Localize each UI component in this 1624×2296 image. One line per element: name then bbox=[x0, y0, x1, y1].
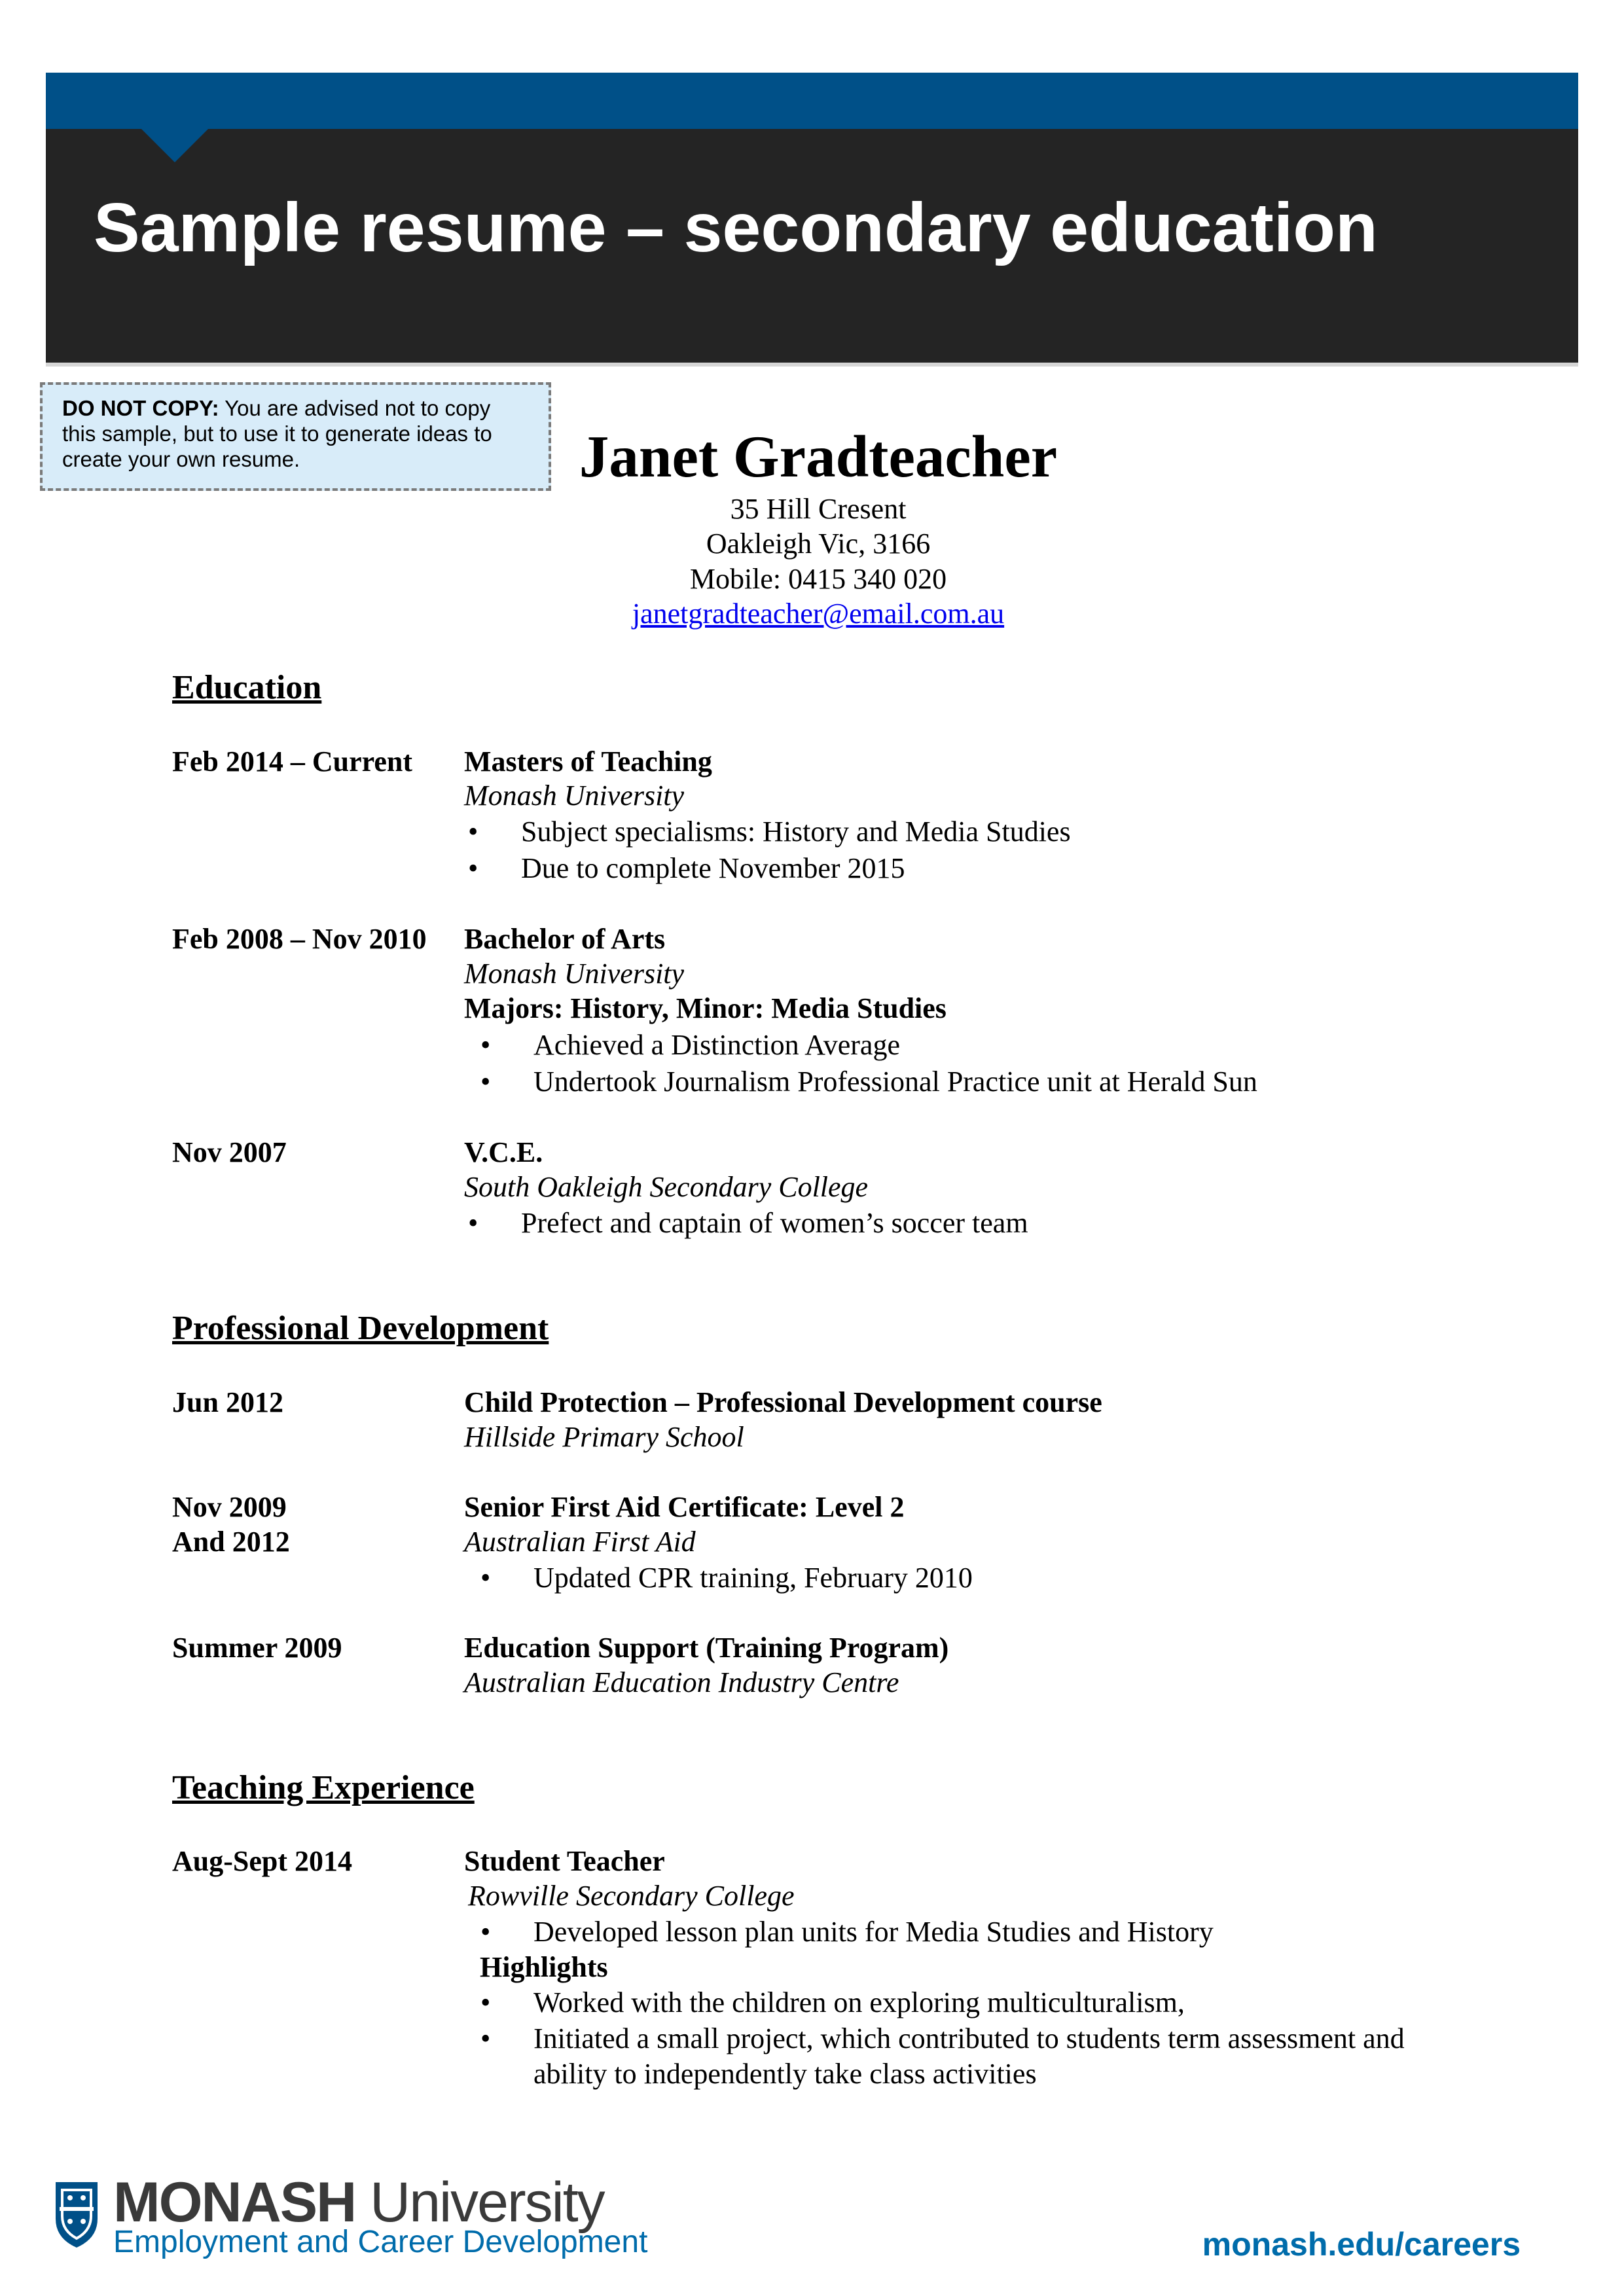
email-link[interactable]: janetgradteacher@email.com.au bbox=[632, 598, 1005, 630]
teaching-experience-heading: Teaching Experience bbox=[172, 1769, 475, 1806]
list-item-continuation: ability to independently take class activities bbox=[533, 2058, 1037, 2090]
note-text: You are advised not to copy this sample, but to use it to generate ideas to create your own resume. bbox=[62, 396, 492, 471]
teaching-date: Aug-Sept 2014 bbox=[172, 1845, 353, 1877]
banner-notch bbox=[141, 128, 209, 162]
address-line-1: 35 Hill Cresent bbox=[730, 493, 907, 525]
education-majors: Majors: History, Minor: Media Studies bbox=[464, 992, 947, 1024]
candidate-name: Janet Gradteacher bbox=[579, 423, 1058, 490]
pd-date-2: And 2012 bbox=[172, 1526, 290, 1558]
monash-crest-icon bbox=[53, 2178, 100, 2250]
pd-title: Child Protection – Professional Development course bbox=[464, 1386, 1102, 1418]
teaching-institution: Rowville Secondary College bbox=[468, 1880, 795, 1912]
education-title: V.C.E. bbox=[464, 1136, 543, 1168]
monash-logo-wordmark: MONASH University bbox=[113, 2171, 604, 2234]
teaching-title: Student Teacher bbox=[464, 1845, 665, 1877]
pd-institution: Hillside Primary School bbox=[464, 1421, 744, 1453]
note-label: DO NOT COPY: bbox=[62, 396, 219, 420]
mobile-number: Mobile: 0415 340 020 bbox=[689, 563, 947, 595]
pd-institution: Australian Education Industry Centre bbox=[464, 1666, 899, 1698]
pd-title: Education Support (Training Program) bbox=[464, 1632, 949, 1664]
education-date: Nov 2007 bbox=[172, 1136, 287, 1168]
logo-subtitle: Employment and Career Development bbox=[113, 2225, 648, 2259]
banner-top-band bbox=[46, 73, 1578, 129]
education-institution: Monash University bbox=[464, 780, 685, 812]
education-institution: Monash University bbox=[464, 958, 685, 990]
highlights-label: Highlights bbox=[480, 1951, 608, 1983]
banner-shadow bbox=[46, 363, 1578, 367]
pd-date: Nov 2009 bbox=[172, 1491, 287, 1523]
page-title: Sample resume – secondary education bbox=[94, 189, 1378, 266]
professional-development-heading: Professional Development bbox=[172, 1310, 549, 1347]
pd-date: Summer 2009 bbox=[172, 1632, 342, 1664]
education-heading: Education bbox=[172, 669, 322, 706]
careers-url[interactable]: monash.edu/careers bbox=[1202, 2226, 1521, 2263]
education-date: Feb 2014 – Current bbox=[172, 745, 413, 778]
address-line-2: Oakleigh Vic, 3166 bbox=[706, 528, 931, 560]
pd-institution: Australian First Aid bbox=[464, 1526, 696, 1558]
education-title: Masters of Teaching bbox=[464, 745, 712, 778]
education-title: Bachelor of Arts bbox=[464, 923, 666, 955]
education-date: Feb 2008 – Nov 2010 bbox=[172, 923, 427, 955]
education-institution: South Oakleigh Secondary College bbox=[464, 1171, 869, 1203]
pd-date: Jun 2012 bbox=[172, 1386, 283, 1418]
pd-title: Senior First Aid Certificate: Level 2 bbox=[464, 1491, 905, 1523]
